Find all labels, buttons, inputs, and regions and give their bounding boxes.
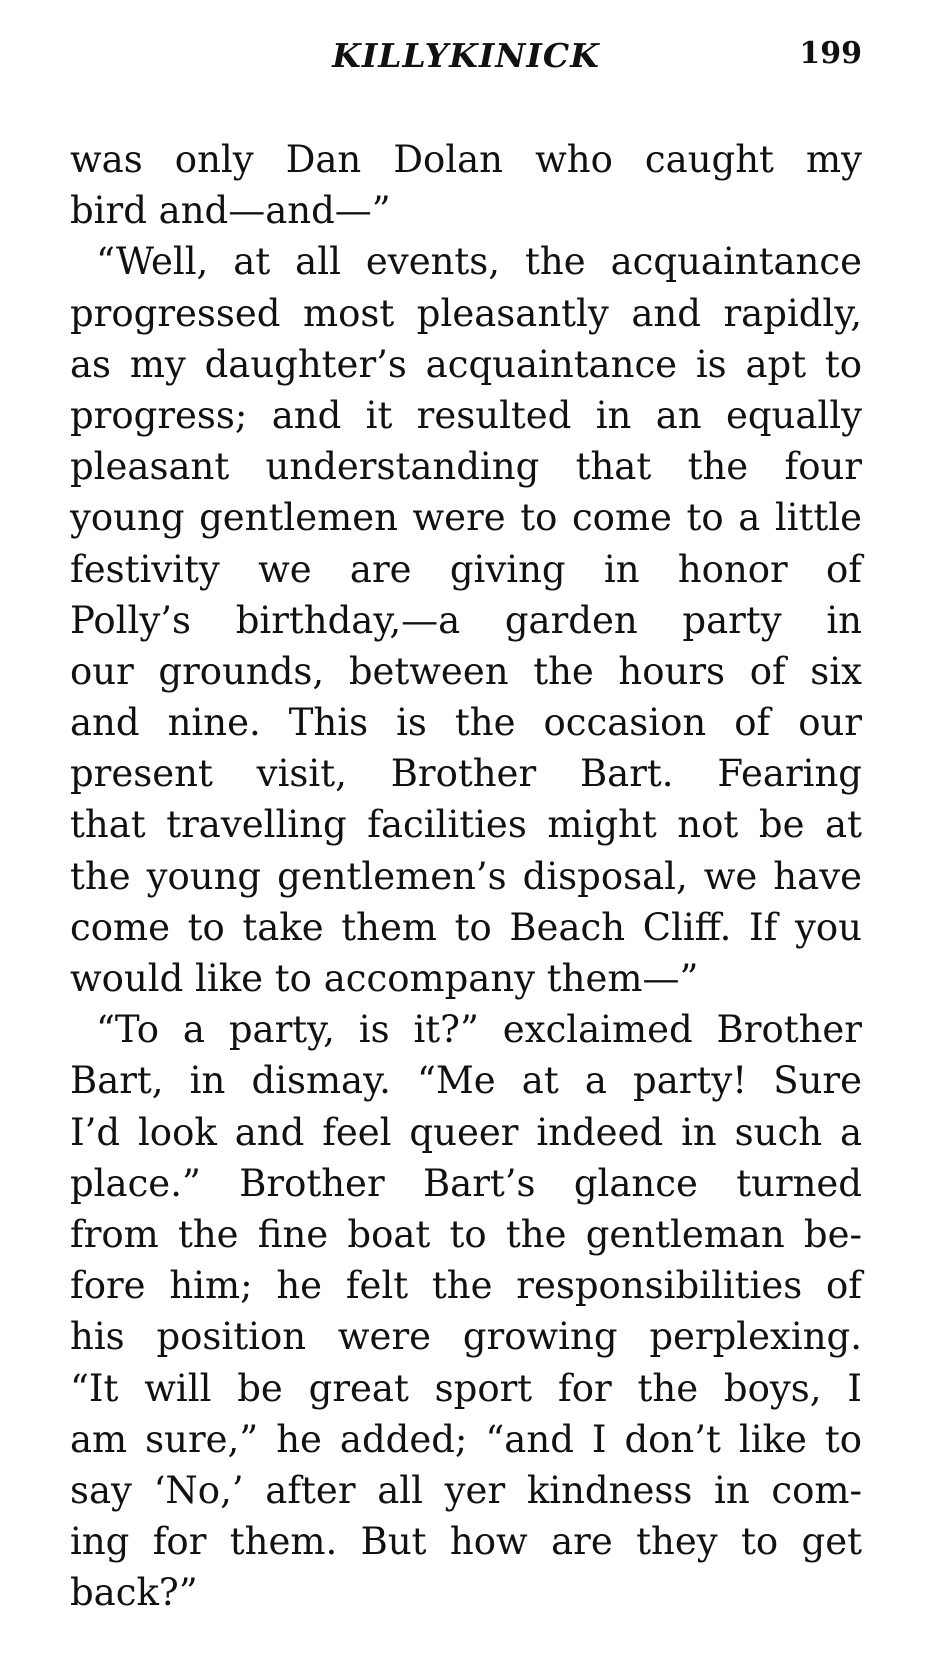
- text-line: as my daughter’s acquaintance is apt to: [70, 342, 862, 386]
- text-line: am sure,” he added; “and I don’t like to: [70, 1417, 862, 1461]
- text-line: I’d look and feel queer indeed in such a: [70, 1110, 862, 1154]
- text-line: “Well, at all events, the acquaintance: [96, 240, 862, 284]
- text-line: and nine. This is the occasion of our: [70, 701, 862, 745]
- text-line: our grounds, between the hours of six: [70, 649, 862, 693]
- text-line: pleasant understanding that the four: [70, 445, 862, 489]
- text-line: young gentlemen were to come to a little: [70, 496, 862, 540]
- text-line: back?”: [70, 1571, 198, 1615]
- text-line: place.” Brother Bart’s glance turned: [70, 1161, 862, 1205]
- text-line: present visit, Brother Bart. Fearing: [70, 752, 862, 796]
- text-line: fore him; he felt the responsibilities of: [70, 1264, 862, 1308]
- text-line: Polly’s birthday,—a garden party in: [70, 598, 862, 642]
- text-line: say ‘No,’ after all yer kindness in com-: [70, 1468, 862, 1512]
- text-line: progressed most pleasantly and rapidly,: [70, 291, 862, 335]
- text-line: “To a party, is it?” exclaimed Brother: [96, 1008, 862, 1052]
- body-text: [70, 134, 862, 1618]
- book-page: [70, 30, 862, 1650]
- text-line: his position were growing perplexing.: [70, 1315, 862, 1359]
- text-line: that travelling facilities might not be at: [70, 803, 862, 847]
- text-line: progress; and it resulted in an equally: [70, 393, 862, 437]
- text-line: would like to accompany them—”: [70, 957, 699, 1000]
- text-line: ing for them. But how are they to get: [70, 1520, 862, 1564]
- running-head: [70, 30, 862, 90]
- text-line: from the fine boat to the gentleman be-: [70, 1212, 862, 1256]
- text-line: the young gentlemen’s disposal, we have: [70, 854, 862, 898]
- running-title: KILLYKINICK: [332, 36, 600, 75]
- text-line: festivity we are giving in honor of: [70, 547, 862, 591]
- text-line: Bart, in dismay. “Me at a party! Sure: [70, 1059, 862, 1103]
- text-line: bird and—and—”: [70, 189, 391, 233]
- text-line: “It will be great sport for the boys, I: [70, 1366, 862, 1410]
- text-line: come to take them to Beach Cliff. If you: [70, 905, 862, 949]
- text-line: was only Dan Dolan who caught my: [70, 138, 862, 181]
- page-number: 199: [799, 36, 862, 71]
